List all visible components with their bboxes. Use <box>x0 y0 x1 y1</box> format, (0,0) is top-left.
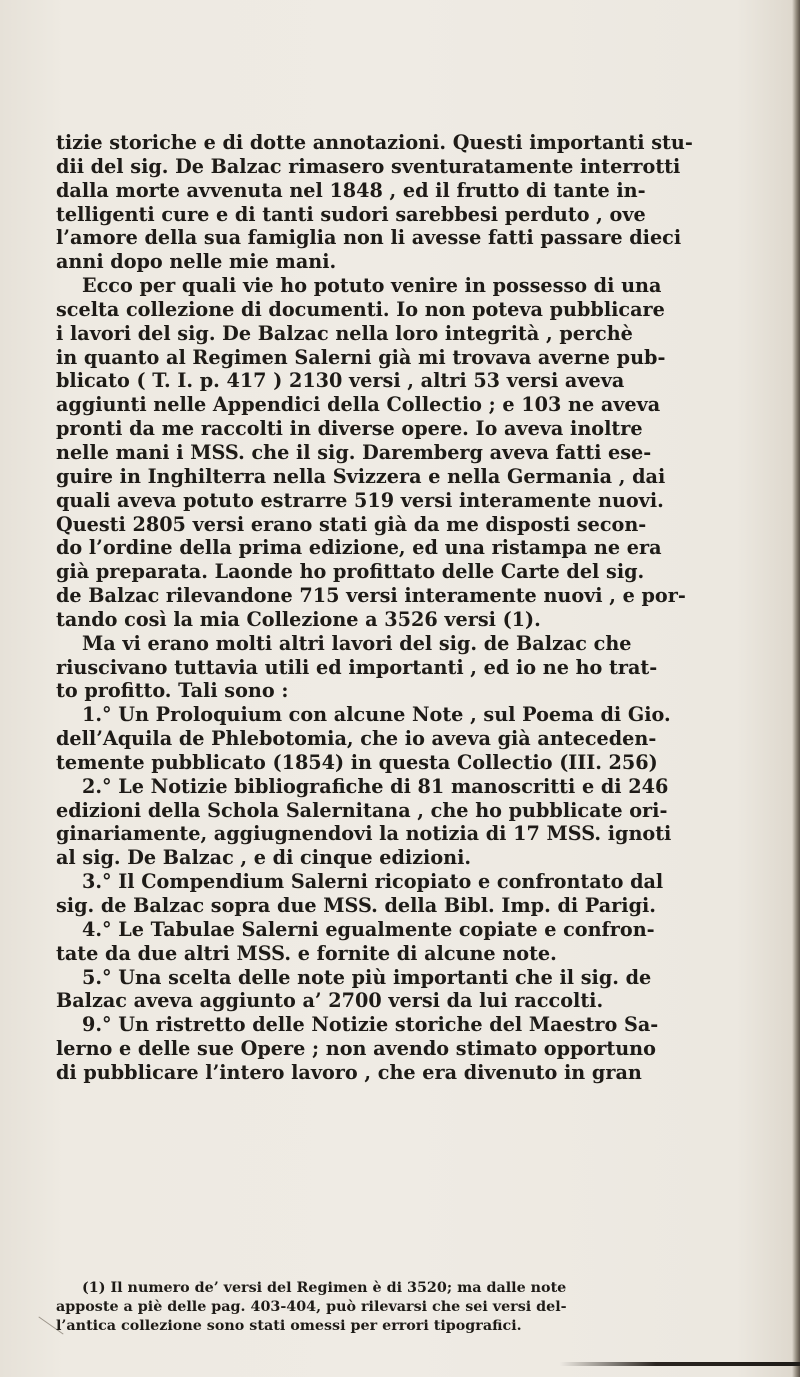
text-line: in quanto al Regimen Salerni già mi trovava averne pub- <box>56 345 666 369</box>
text-line: riuscivano tuttavia utili ed importanti , ed io ne ho trat- <box>56 655 658 679</box>
text-line: 4.° Le Tabulae Salerni egualmente copiate e confron- <box>82 917 655 941</box>
text-line: blicato ( T. I. p. 417 ) 2130 versi , altri 53 versi aveva <box>56 369 625 393</box>
text-line: dalla morte avvenuta nel 1848 , ed il frutto di tante in- <box>56 178 646 202</box>
text-line: pronti da me raccolti in diverse opere. Io aveva inoltre <box>56 417 643 441</box>
text-line: do l’ordine della prima edizione, ed una ristampa ne era <box>56 536 662 560</box>
text-line: dell’Aquila de Phlebotomia, che io aveva già anteceden- <box>56 727 657 751</box>
text-line: de Balzac rilevandone 715 versi interamente nuovi , e por- <box>56 584 686 608</box>
text-line: i lavori del sig. De Balzac nella loro integrità , perchè <box>56 321 633 345</box>
text-line: Balzac aveva aggiunto a’ 2700 versi da lui raccolti. <box>56 989 604 1013</box>
text-line: scelta collezione di documenti. Io non poteva pubblicare <box>56 297 665 321</box>
text-line: quali aveva potuto estrarre 519 versi interamente nuovi. <box>56 488 664 512</box>
text-line: Questi 2805 versi erano stati già da me disposti secon- <box>56 512 647 536</box>
bottom-ink-rule <box>560 1362 800 1366</box>
text-line: Ma vi erano molti altri lavori del sig. de Balzac che <box>82 631 632 655</box>
text-line: tizie storiche e di dotte annotazioni. Questi importanti stu- <box>56 131 693 154</box>
text-line: nelle mani i MSS. che il sig. Daremberg aveva fatti ese- <box>56 440 652 464</box>
text-line: sig. de Balzac sopra due MSS. della Bibl. Imp. di Parigi. <box>56 894 656 917</box>
text-line: 9.° Un ristretto delle Notizie storiche del Maestro Sa- <box>82 1013 659 1037</box>
footnote-line: l’antica collezione sono stati omessi per errori tipografici. <box>56 1318 522 1334</box>
text-line: aggiunti nelle Appendici della Collectio ; e 103 ne aveva <box>56 393 661 417</box>
text-line: 5.° Una scelta delle note più importanti che il sig. de <box>82 965 652 989</box>
text-line: Ecco per quali vie ho potuto venire in possesso di una <box>82 274 662 298</box>
text-line: edizioni della Schola Salernitana , che ho pubblicate ori- <box>56 798 668 822</box>
footnotes <box>56 1279 734 1336</box>
text-line: dii del sig. De Balzac rimasero sventuratamente interrotti <box>56 154 681 178</box>
text-line: già preparata. Laonde ho profittato delle Carte del sig. <box>56 560 645 584</box>
text-line: guire in Inghilterra nella Svizzera e nella Germania , dai <box>56 464 666 488</box>
text-line: tate da due altri MSS. e fornite di alcune note. <box>56 941 557 965</box>
text-line: temente pubblicato (1854) in questa Collectio (III. 256) <box>56 750 658 774</box>
text-line: lerno e delle sue Opere ; non avendo stimato opportuno <box>56 1037 656 1061</box>
text-line: 3.° Il Compendium Salerni ricopiato e confrontato dal <box>82 870 664 894</box>
text-line: l’amore della sua famiglia non li avesse fatti passare dieci <box>56 226 682 250</box>
footnote-line: (1) Il numero de’ versi del Regimen è di 3520; ma dalle note <box>82 1280 567 1296</box>
text-line: al sig. De Balzac , e di cinque edizioni. <box>56 846 472 870</box>
text-line: tando così la mia Collezione a 3526 versi (1). <box>56 607 541 631</box>
page-edge-shadow <box>792 0 800 1377</box>
text-line: 1.° Un Proloquium con alcune Note , sul Poema di Gio. <box>82 703 671 727</box>
text-line: telligenti cure e di tanti sudori sarebbesi perduto , ove <box>56 202 646 226</box>
text-line: 2.° Le Notizie bibliografiche di 81 manoscritti e di 246 <box>82 774 669 798</box>
footnote-line: apposte a piè delle pag. 403-404, può rilevarsi che sei versi del- <box>56 1299 567 1315</box>
text-line: anni dopo nelle mie mani. <box>56 250 337 274</box>
text-line: ginariamente, aggiugnendovi la notizia di 17 MSS. ignoti <box>56 822 672 846</box>
body-text <box>56 131 734 1085</box>
text-line: to profitto. Tali sono : <box>56 679 289 703</box>
text-line: di pubblicare l’intero lavoro , che era divenuto in gran <box>56 1060 642 1084</box>
